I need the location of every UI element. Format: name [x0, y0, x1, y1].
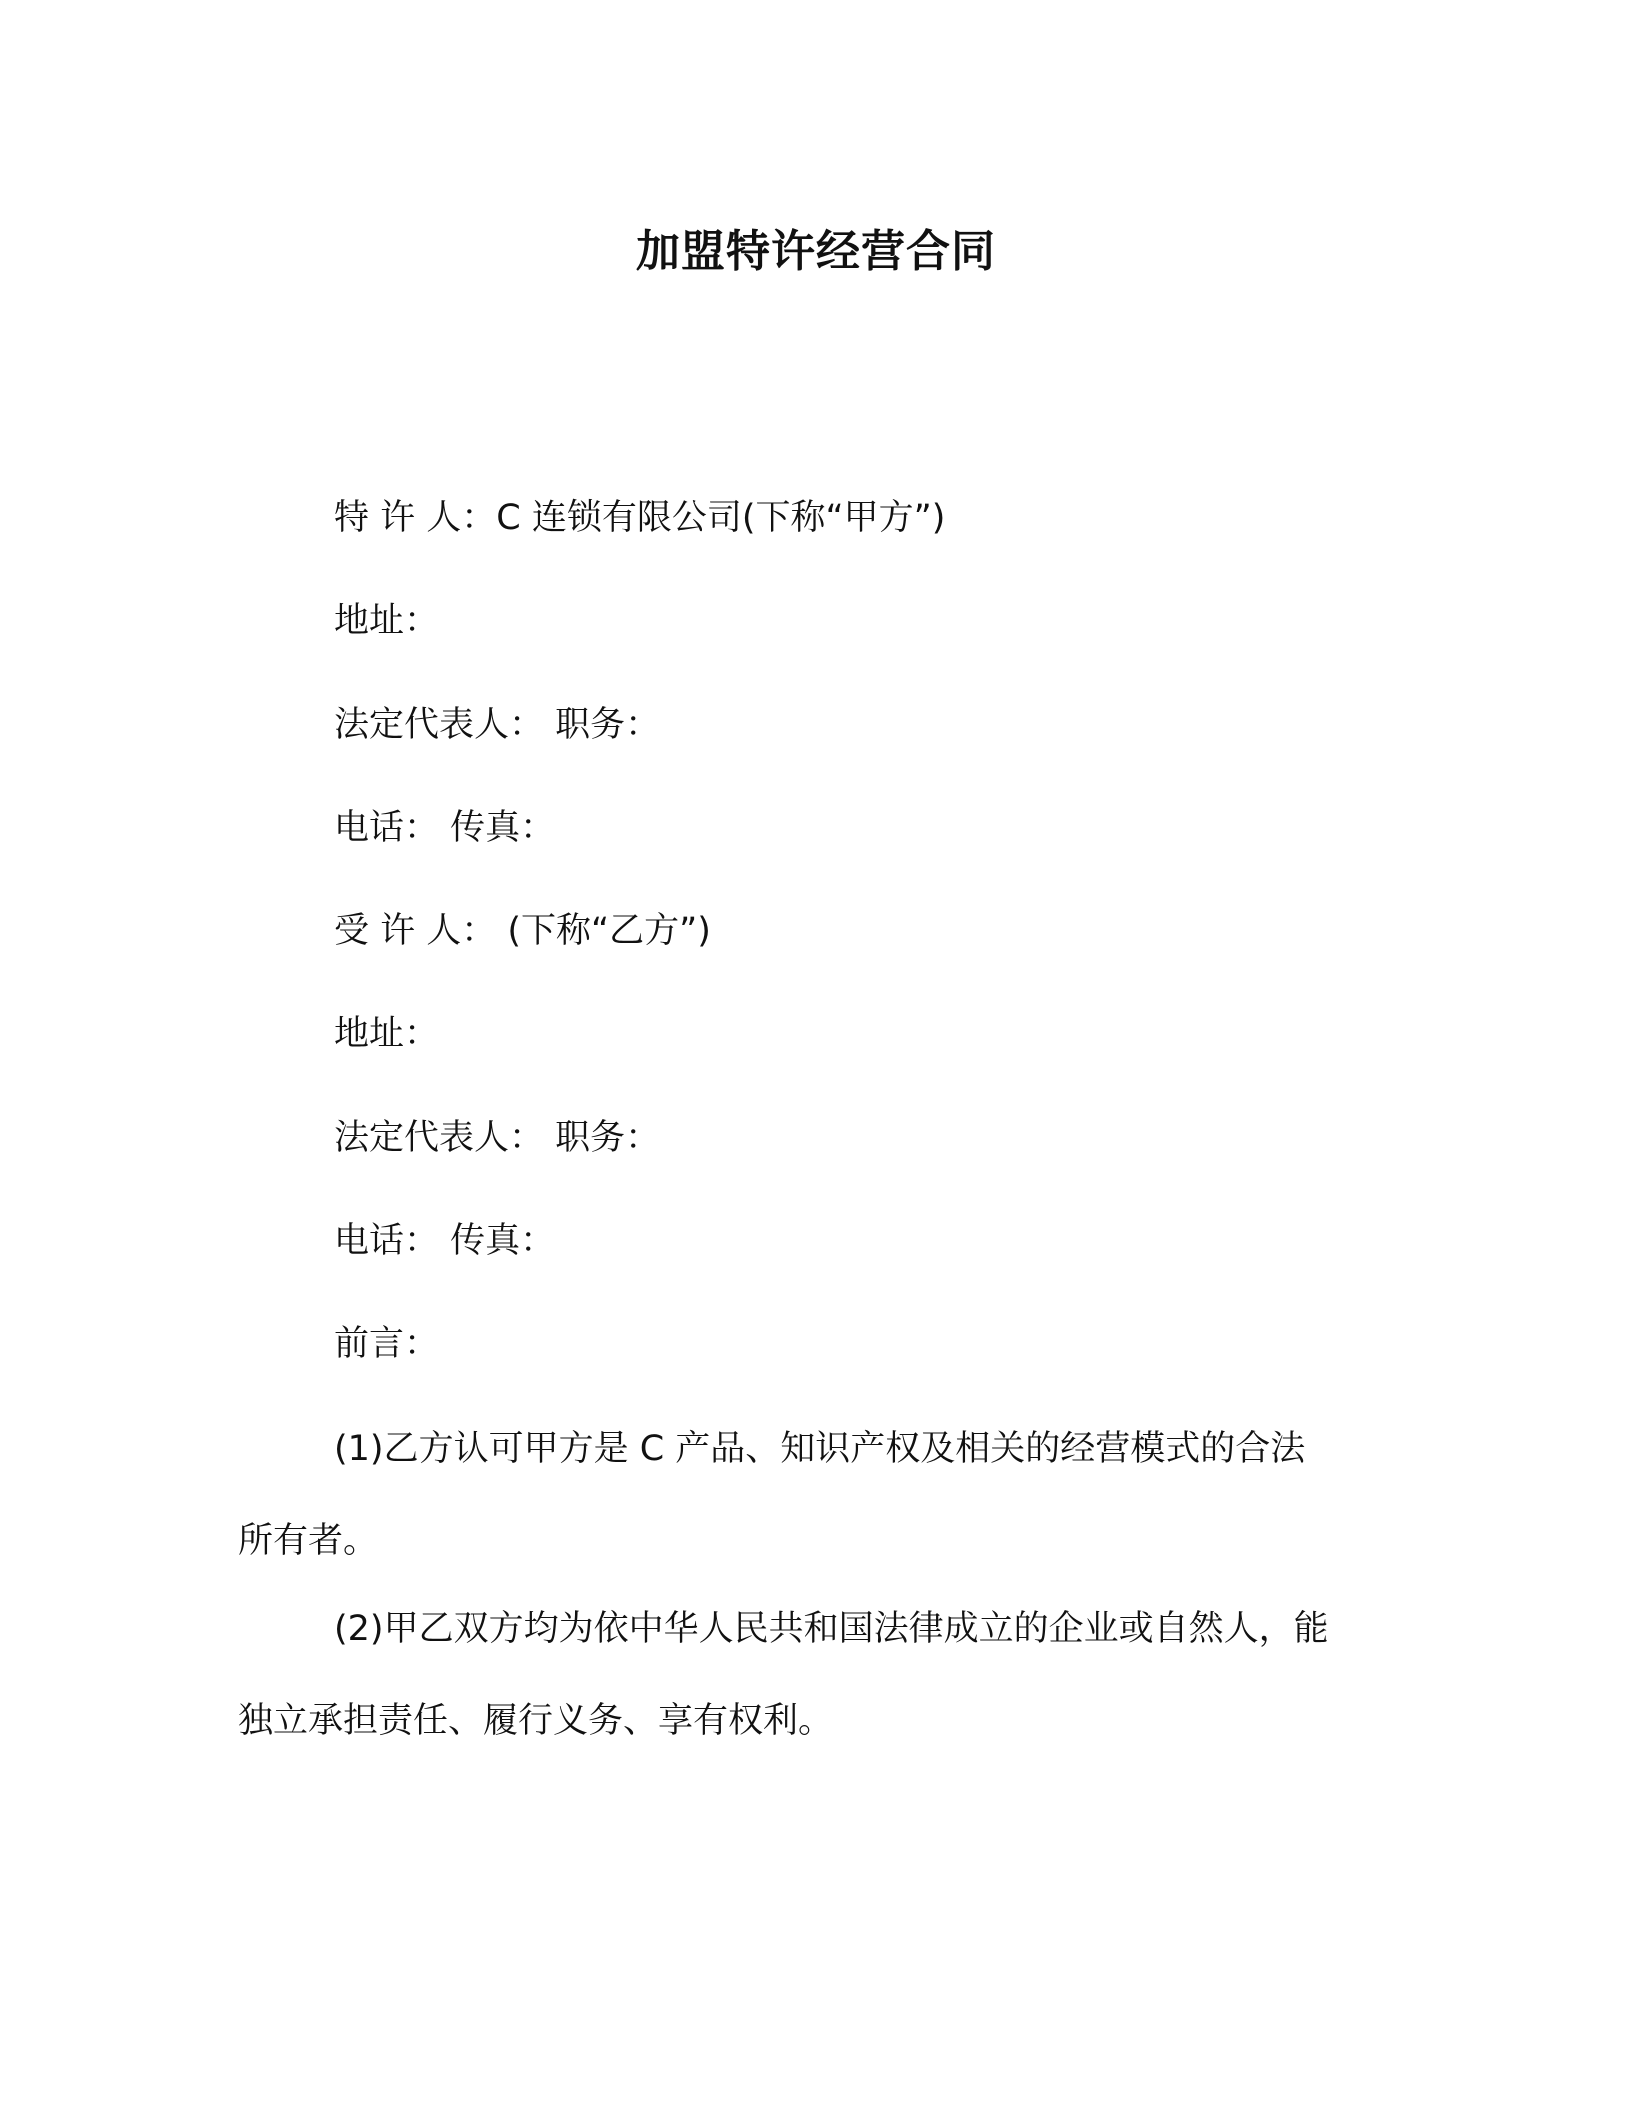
preface-heading: 前言： — [334, 1324, 440, 1364]
franchisee-line: 受 许 人： (下称“乙方”) — [334, 911, 711, 951]
party-a-representative: 法定代表人： 职务： — [334, 705, 661, 745]
party-a-phone-fax: 电话： 传真： — [334, 808, 556, 848]
clause-2-line-1: (2)甲乙双方均为依中华人民共和国法律成立的企业或自然人，能 — [334, 1609, 1329, 1649]
clause-1-line-2: 所有者。 — [238, 1521, 379, 1561]
party-b-phone-fax: 电话： 传真： — [334, 1221, 556, 1261]
clause-2-line-2: 独立承担责任、履行义务、享有权利。 — [238, 1701, 834, 1741]
document-title: 加盟特许经营合同 — [636, 226, 996, 277]
party-b-address: 地址： — [334, 1014, 440, 1054]
clause-1-line-1: (1)乙方认可甲方是 C 产品、知识产权及相关的经营模式的合法 — [334, 1429, 1306, 1469]
preface-clause-2 — [238, 1604, 1398, 1746]
franchisor-line: 特 许 人：C 连锁有限公司(下称“甲方”) — [334, 498, 946, 538]
party-b-representative: 法定代表人： 职务： — [334, 1118, 661, 1158]
party-a-address: 地址： — [334, 601, 440, 641]
preface-clause-1 — [238, 1424, 1398, 1566]
